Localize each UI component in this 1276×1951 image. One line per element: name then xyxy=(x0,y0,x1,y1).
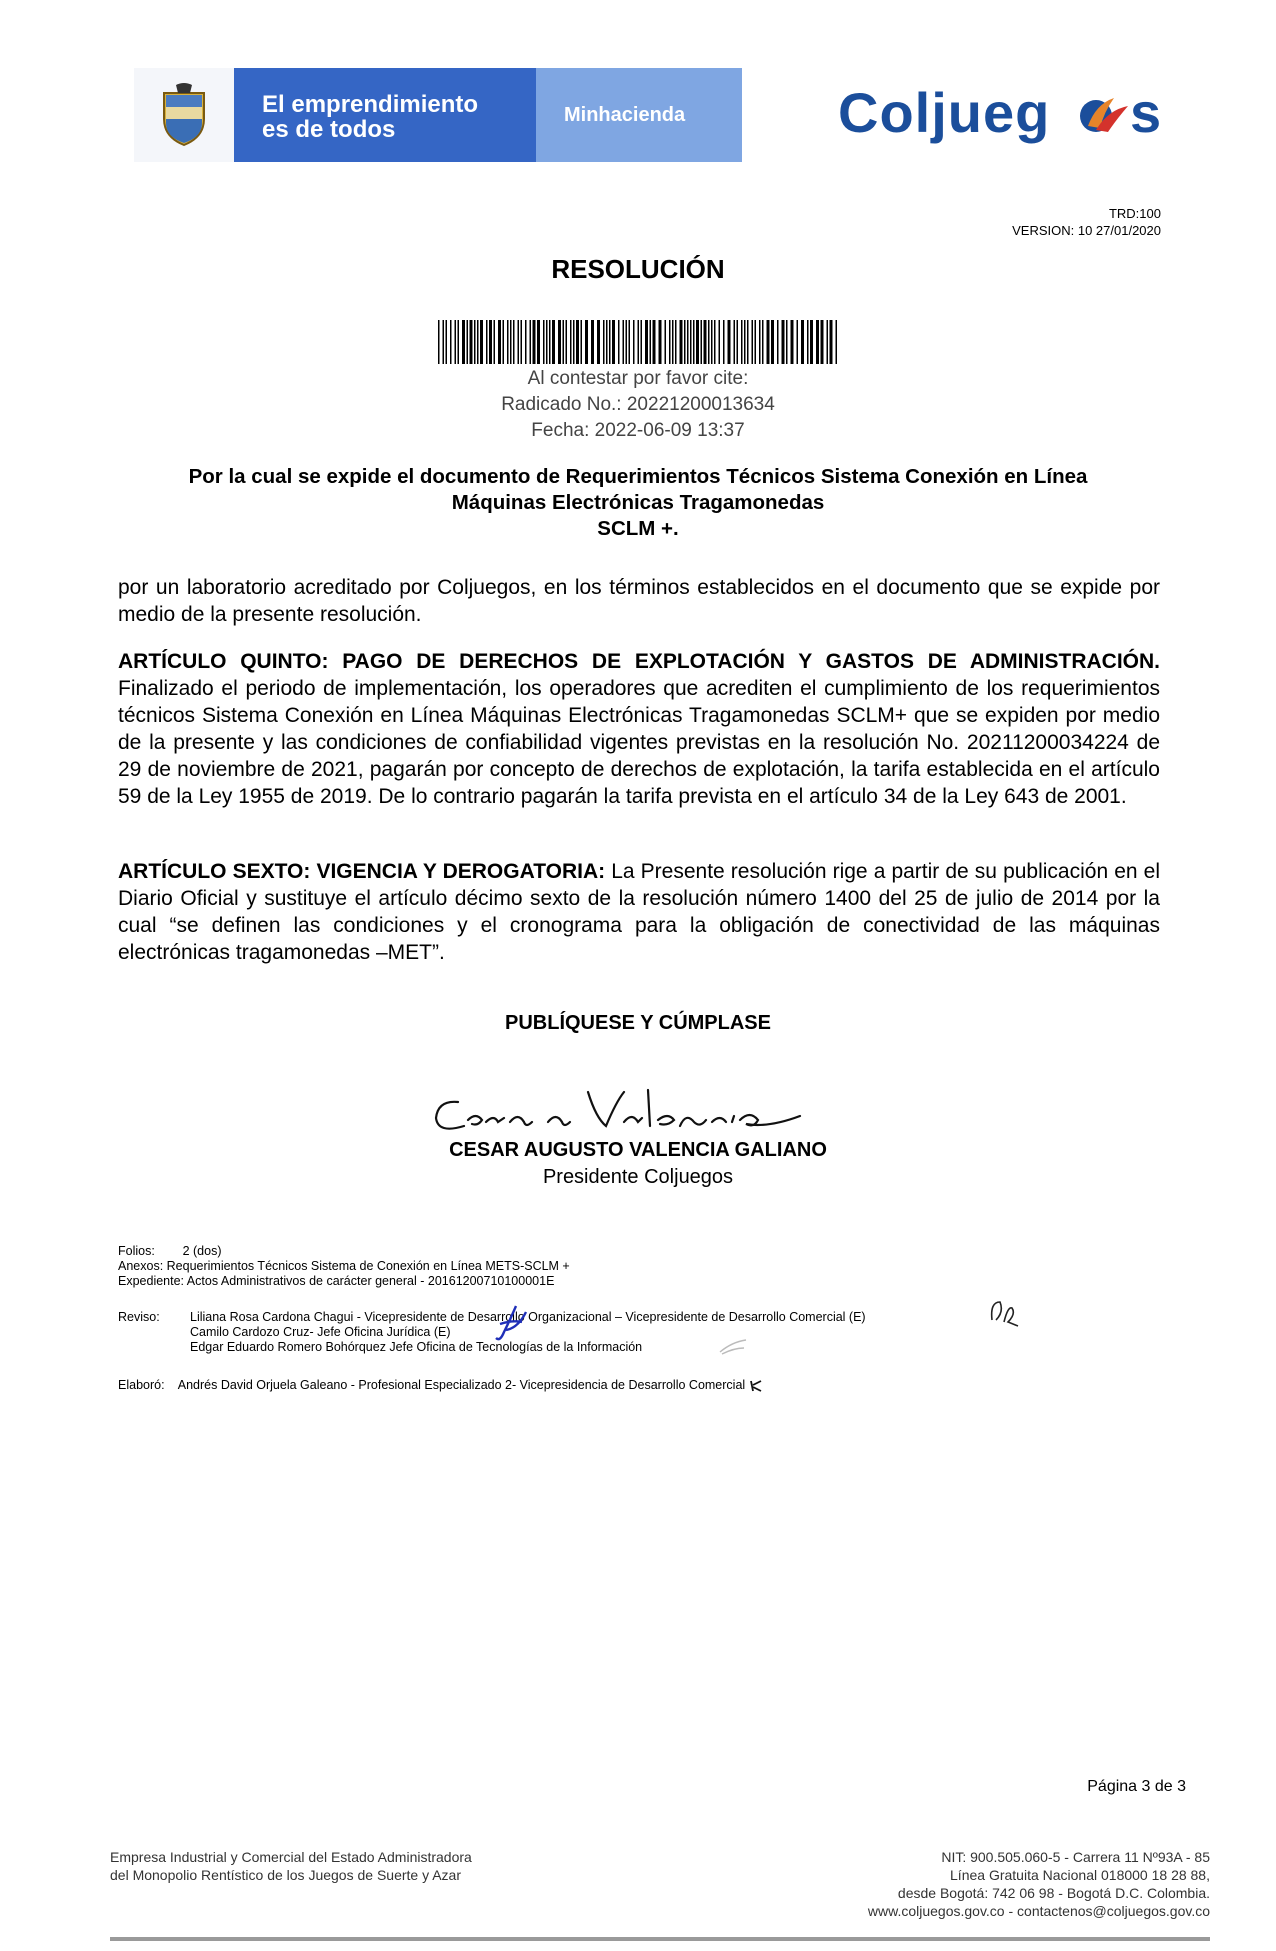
barcode-bar xyxy=(638,320,640,364)
barcode-bar xyxy=(797,320,799,364)
barcode-bar xyxy=(474,320,476,364)
review-block xyxy=(118,1310,1018,1360)
resolution-subject xyxy=(100,464,1176,542)
article-5-heading: ARTÍCULO QUINTO: PAGO DE DERECHOS DE EXPLOTACIÓN Y GASTOS DE ADMINISTRACIÓN. xyxy=(118,650,1160,673)
preparer-initials xyxy=(749,1379,763,1393)
continuation-paragraph: por un laboratorio acreditado por Coljuegos, en los términos establecidos en el documento que se expide por medio de la presente resolución. xyxy=(118,576,1160,626)
subject-line-3: SCLM +. xyxy=(597,517,679,540)
barcode-bar xyxy=(693,320,695,364)
barcode-bar xyxy=(552,320,555,364)
barcode-bar xyxy=(830,320,833,364)
barcode-bar xyxy=(467,320,469,364)
barcode-bar xyxy=(533,320,536,364)
barcode-bar xyxy=(606,320,608,364)
footer-web-email: www.coljuegos.gov.co - contactenos@coljuegos.gov.co xyxy=(867,1903,1210,1919)
signer-block xyxy=(0,1137,1276,1191)
barcode-bar xyxy=(816,320,819,364)
barcode-bar xyxy=(810,320,813,364)
footer-phone-bogota: desde Bogotá: 742 06 98 - Bogotá D.C. Colombia. xyxy=(897,1885,1210,1901)
barcode-bar xyxy=(807,320,809,364)
barcode-bar xyxy=(629,320,631,364)
barcode-bar xyxy=(525,320,527,364)
barcode-bar xyxy=(609,320,611,364)
barcode-bar xyxy=(480,320,483,364)
review-label: Reviso: xyxy=(118,1310,160,1324)
barcode-bar xyxy=(680,320,683,364)
barcode-bar xyxy=(518,320,520,364)
ministry-label: Minhacienda xyxy=(536,68,742,162)
barcode-bar xyxy=(701,320,703,364)
article-6-heading: ARTÍCULO SEXTO: VIGENCIA Y DEROGATORIA: xyxy=(118,860,606,883)
barcode-bar xyxy=(747,320,749,364)
barcode-bar xyxy=(665,320,667,364)
subject-line-2: Máquinas Electrónicas Tragamonedas xyxy=(451,491,825,514)
footer-divider xyxy=(110,1937,1210,1941)
barcode-bar xyxy=(645,320,648,364)
barcode-bar xyxy=(714,320,716,364)
barcode-bar xyxy=(573,320,575,364)
folios: Folios: 2 (dos) xyxy=(118,1244,222,1258)
barcode-bar xyxy=(558,320,561,364)
barcode-bar xyxy=(777,320,779,364)
barcode-bar xyxy=(581,320,583,364)
barcode-bar xyxy=(737,320,739,364)
handwritten-signature xyxy=(428,1082,808,1142)
barcode-bar xyxy=(537,320,540,364)
article-5 xyxy=(118,648,1160,810)
article-6-text: La Presente resolución rige a partir de su publicación en el Diario Oficial y sustituye el artículo décimo sexto de la resolución número 1400 del 25 de julio de 2014 por la cual “se definen las condiciones y el cronograma para la obligación de conectividad de las máquinas electrónicas tragamonedas –MET”. xyxy=(118,860,1160,964)
document-version xyxy=(1012,205,1161,239)
article-6 xyxy=(118,858,1160,966)
footer-left xyxy=(110,1848,472,1884)
anexos: Anexos: Requerimientos Técnicos Sistema de Conexión en Línea METS-SCLM + xyxy=(118,1259,570,1273)
cite-instruction: Al contestar por favor cite: xyxy=(527,368,749,389)
barcode-bar xyxy=(462,320,465,364)
barcode-bar xyxy=(767,320,770,364)
government-slogan xyxy=(234,68,536,162)
reviewer-1-initials xyxy=(986,1296,1022,1330)
barcode-bar xyxy=(762,320,764,364)
barcode-bar xyxy=(744,320,746,364)
barcode-bar xyxy=(650,320,652,364)
barcode-bar xyxy=(618,320,620,364)
article-5-text: Finalizado el periodo de implementación, los operadores que acrediten el cumplimiento de los requerimientos técnicos Sistema Conexión en Línea Máquinas Electrónicas Tragamonedas SCLM+ que se expiden por medio de la presente y las condiciones de confiabilidad vigentes previstas en la resolución No. 20211200034224 de 29 de noviembre de 2021, pagarán por concepto de derechos de explotación, la tarifa establecida en el artículo 59 de la Ley 1955 de 2019. De lo contrario pagarán la tarifa prevista en el artículo 34 de la Ley 643 de 2001. xyxy=(118,677,1160,808)
barcode-bar xyxy=(801,320,804,364)
barcode-bar xyxy=(741,320,743,364)
reviewer-3: Edgar Eduardo Romero Bohórquez Jefe Oficina de Tecnologías de la Información xyxy=(190,1340,643,1354)
reviewer-2-initials xyxy=(492,1302,530,1348)
barcode-bar xyxy=(521,320,523,364)
barcode-bar xyxy=(755,320,757,364)
barcode-bar xyxy=(723,320,725,364)
slogan-line-1: El emprendimiento xyxy=(262,91,479,118)
barcode-bar xyxy=(570,320,572,364)
barcode-bar xyxy=(821,320,824,364)
barcode-bar xyxy=(659,320,662,364)
barcode-bar xyxy=(728,320,731,364)
barcode-bar xyxy=(585,320,588,364)
coljuegos-logo xyxy=(838,80,1198,150)
barcode-bar xyxy=(623,320,625,364)
barcode xyxy=(438,320,840,364)
barcode-bar xyxy=(704,320,707,364)
barcode-bar xyxy=(641,320,643,364)
barcode-bar xyxy=(458,320,460,364)
closing-formula: PUBLÍQUESE Y CÚMPLASE xyxy=(505,1012,771,1034)
page-number: Página 3 de 3 xyxy=(1087,1778,1186,1795)
prepared-by-text: Elaboró: Andrés David Orjuela Galeano - Profesional Especializado 2- Vicepresidencia de Desarrollo Comercial xyxy=(118,1378,746,1392)
slogan-line-2: es de todos xyxy=(262,116,396,143)
prepared-by xyxy=(118,1378,763,1393)
document-title: RESOLUCIÓN xyxy=(551,254,725,284)
barcode-bar xyxy=(530,320,532,364)
barcode-bar xyxy=(669,320,671,364)
cite-date: Fecha: 2022-06-09 13:37 xyxy=(531,420,745,441)
footer-company-line-2: del Monopolio Rentístico de los Juegos de Suerte y Azar xyxy=(110,1867,461,1883)
barcode-bar xyxy=(549,320,551,364)
barcode-bar xyxy=(597,320,600,364)
barcode-bar xyxy=(791,320,794,364)
barcode-bar xyxy=(708,320,710,364)
barcode-bar xyxy=(687,320,689,364)
barcode-bar xyxy=(633,320,635,364)
footer-right xyxy=(868,1848,1210,1920)
barcode-bar xyxy=(786,320,788,364)
barcode-bar xyxy=(563,320,565,364)
barcode-bar xyxy=(696,320,699,364)
barcode-bar xyxy=(626,320,628,364)
barcode-bar xyxy=(477,320,479,364)
barcode-bar xyxy=(603,320,605,364)
barcode-bar xyxy=(510,320,512,364)
barcode-bar xyxy=(455,320,457,364)
svg-text:Coljueg: Coljueg xyxy=(838,81,1051,144)
barcode-bar xyxy=(546,320,548,364)
barcode-bar xyxy=(827,320,829,364)
barcode-bar xyxy=(759,320,761,364)
barcode-bar xyxy=(503,320,505,364)
barcode-bar xyxy=(494,320,496,364)
footer-nit-address: NIT: 900.505.060-5 - Carrera 11 Nº93A - 85 xyxy=(941,1849,1210,1865)
expediente: Expediente: Actos Administrativos de carácter general - 20161200710100001E xyxy=(118,1274,555,1288)
barcode-bar xyxy=(752,320,754,364)
barcode-bar xyxy=(653,320,656,364)
barcode-bar xyxy=(771,320,774,364)
barcode-bar xyxy=(690,320,692,364)
barcode-bar xyxy=(684,320,686,364)
signer-role: Presidente Coljuegos xyxy=(542,1166,734,1188)
barcode-bar xyxy=(443,320,445,364)
reviewer-3-initials xyxy=(718,1336,748,1358)
barcode-bar xyxy=(734,320,736,364)
barcode-bar xyxy=(507,320,509,364)
reviewer-1: Liliana Rosa Cardona Chagui - Vicepresidente de Desarrollo Organizacional – Vicepresidente de Desarrollo Comercial (E) xyxy=(190,1310,866,1324)
footer-phone-national: Línea Gratuita Nacional 018000 18 28 88, xyxy=(950,1867,1210,1883)
barcode-bar xyxy=(719,320,721,364)
barcode-bar xyxy=(711,320,713,364)
footer-company-line-1: Empresa Industrial y Comercial del Estado Administradora xyxy=(110,1849,472,1865)
government-banner xyxy=(134,68,742,162)
barcode-bar xyxy=(672,320,674,364)
barcode-bar xyxy=(513,320,515,364)
barcode-bar xyxy=(489,320,492,364)
version-date: VERSION: 10 27/01/2020 xyxy=(1012,223,1161,238)
barcode-bar xyxy=(543,320,545,364)
trd-code: TRD:100 xyxy=(1108,206,1161,221)
barcode-bar xyxy=(566,320,568,364)
citation-block xyxy=(0,366,1276,444)
barcode-bar xyxy=(782,320,785,364)
subject-line-1: Por la cual se expide el documento de Requerimientos Técnicos Sistema Conexión en Línea xyxy=(188,465,1088,488)
barcode-bar xyxy=(438,320,440,364)
barcode-bar xyxy=(470,320,473,364)
barcode-bar xyxy=(675,320,677,364)
document-metadata xyxy=(118,1244,570,1289)
barcode-bar xyxy=(836,320,838,364)
barcode-bar xyxy=(498,320,501,364)
colombia-coat-of-arms-icon xyxy=(134,68,234,162)
barcode-bar xyxy=(591,320,594,364)
radicado-number: Radicado No.: 20221200013634 xyxy=(501,394,775,415)
barcode-bar xyxy=(612,320,615,364)
reviewer-2: Camilo Cardozo Cruz- Jefe Oficina Jurídica (E) xyxy=(190,1325,451,1339)
barcode-bar xyxy=(446,320,448,364)
barcode-bar xyxy=(576,320,579,364)
signer-name: CESAR AUGUSTO VALENCIA GALIANO xyxy=(449,1139,827,1161)
svg-text:s: s xyxy=(1130,81,1163,144)
barcode-bar xyxy=(486,320,488,364)
barcode-bar xyxy=(450,320,452,364)
